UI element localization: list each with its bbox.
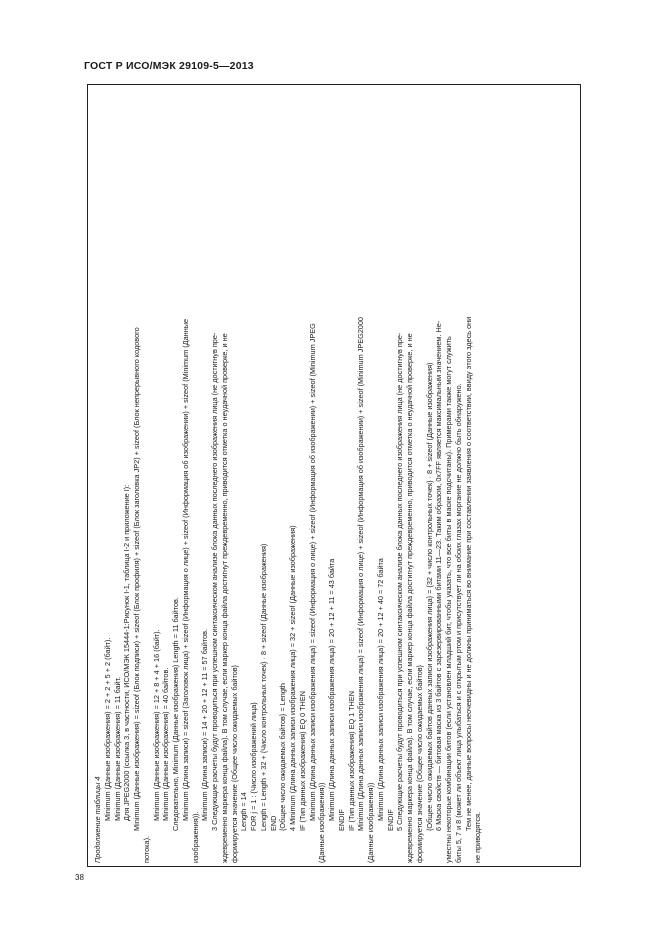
text-line: END: [268, 815, 278, 831]
text-line: Minimum (Длина данных записи изображения лица) = sizeof (Информация о лице) + sizeof (Информация об изображении) + sizeof (Minimum JPEG: [307, 323, 317, 821]
text-line: Minimum (Длина записи) = sizeof (Заголовок лица) + sizeof (Информация о лице) + sizeof (Информация об изображении) + sizeof (Minimum (Данные: [180, 318, 190, 821]
text-line: ждевременно маркера конца файла). В том случае, если маркер конца файла достигнут преждевременно, приводится отметка о неудачной проверке, и не: [219, 333, 229, 863]
text-line: Length = 14: [239, 792, 249, 831]
text-line: (Данные изображения)): [366, 782, 375, 863]
page-number: 38: [75, 873, 84, 882]
text-line: изображения)).: [190, 811, 200, 863]
text-line: {Общее число ожидаемых байтов данных записи изображения лица} = {32 + число контрольных точек} · 8 + sizeof (Данные изображения): [424, 362, 434, 831]
text-line: Minimum (Длина записи) = 14 + 20 + 12 + 11 = 57 байтов.: [200, 628, 210, 821]
text-line: уместны некоторые комбинации битов (если установлен младший бит, чтобы указать, что все биты в маске подсчитаны). Примерами также могут служить: [444, 336, 453, 863]
text-line: Minimum (Данные изображения) = 12 + 8 + 4 + 16 (байт).: [151, 629, 161, 821]
text-line: Minimum (Данные изображения) = 11 байт.: [112, 676, 122, 821]
table-continuation-title: Продолжение таблицы 4: [93, 776, 102, 863]
text-line: 6 Маска свойств — битовая маска из 3 байтов с зарезервированными битами 11—23. Таким образом, 0x7FF является максимальным значением. Не-: [434, 320, 444, 831]
text-line: формируется значение {Общее число ожидаемых байтов}: [414, 664, 424, 863]
text-line: не приводятся.: [473, 812, 483, 863]
text-line: ENDIF: [385, 809, 395, 831]
text-line: Minimum (Данные изображения) = sizeof (Блок подписи) + sizeof (Блок профиля) + sizeof (Блок заголовка JP2) + sizeof (Блок непрерывного кодового: [132, 327, 141, 831]
text-line: Minimum (Данные изображения) = 2 + 2 + 5 + 2 (байт).: [102, 637, 112, 821]
text-line: Length = Length + 32 + {Число контрольных точек} · 8 + sizeof (Данные изображения): [258, 543, 268, 831]
text-line: Minimum (Длина данных записи изображения лица) = sizeof (Информация о лице) + sizeof (Информация об изображении) + sizeof (Minimum JPEG2000: [356, 317, 366, 831]
text-line: FOR j = 1 : {Число изображений лица}: [249, 702, 258, 831]
text-line: 3 Следующие расчеты будут проводиться при успешном синтаксическом анализе блока данных последнего изображения лица (не достигнув пре-: [210, 332, 219, 831]
text-line: формируется значение {Общее число ожидаемых байтов}: [229, 664, 239, 863]
text-line: 4 Minimum (Длина данных записи изображения лица) = 32 + sizeof (Данные изображения): [288, 525, 297, 831]
text-line: IF (Тип данных изображения) EQ 1 THEN: [346, 691, 356, 831]
text-line: биты 5, 7 и 8 (может ли объект лица улыбаться и с открытым ртом и присутствует ли на обоих глазах моргание не должно быть обнаружено.: [453, 383, 463, 863]
text-line: 5 Следующие расчеты будут проводиться при успешном синтаксическом анализе блока данных последнего изображения лица (не достигнув пре-: [395, 332, 405, 831]
text-line: IF (Тип данных изображения) EQ 0 THEN: [297, 691, 307, 831]
text-line: Для JPEG2000 (ссылка 3, в частности, ИСО/МЭК 15444-1:Рисунок I-1, таблица I-2 и приложение I):: [122, 484, 132, 821]
text-line: ENDIF: [336, 809, 346, 831]
text-line: Следовательно, Minimum (Данные изображения) Length = 11 байтов.: [171, 597, 180, 831]
table-content: [87, 90, 573, 863]
text-line: Minimum (Длина данных записи изображения лица) = 20 + 12 + 11 = 43 байта: [327, 558, 336, 821]
text-line: {Общее число ожидаемых байтов} = Length: [278, 683, 288, 831]
text-line: Тем не менее, данные вопросы неочевидны и не должны приниматься во внимание при составлении заявления о соответствии, ввиду этого здесь они: [463, 316, 473, 831]
text-line: (Данные изображения)): [317, 782, 327, 863]
text-line: ждевременно маркера конца файла). В том случае, если маркер конца файла достигнут преждевременно, приводится отметка о неудачной проверке, и не: [405, 333, 414, 863]
text-line: потока).: [141, 835, 151, 863]
rotated-table-area: [87, 84, 581, 867]
text-line: Minimum (Данные изображения) = 40 байтов.: [161, 667, 171, 821]
standard-header: ГОСТ Р ИСО/МЭК 29109-5—2013: [84, 60, 254, 72]
text-line: Minimum (Длина данных записи изображения лица) = 20 + 12 + 40 = 72 байта: [375, 558, 385, 821]
